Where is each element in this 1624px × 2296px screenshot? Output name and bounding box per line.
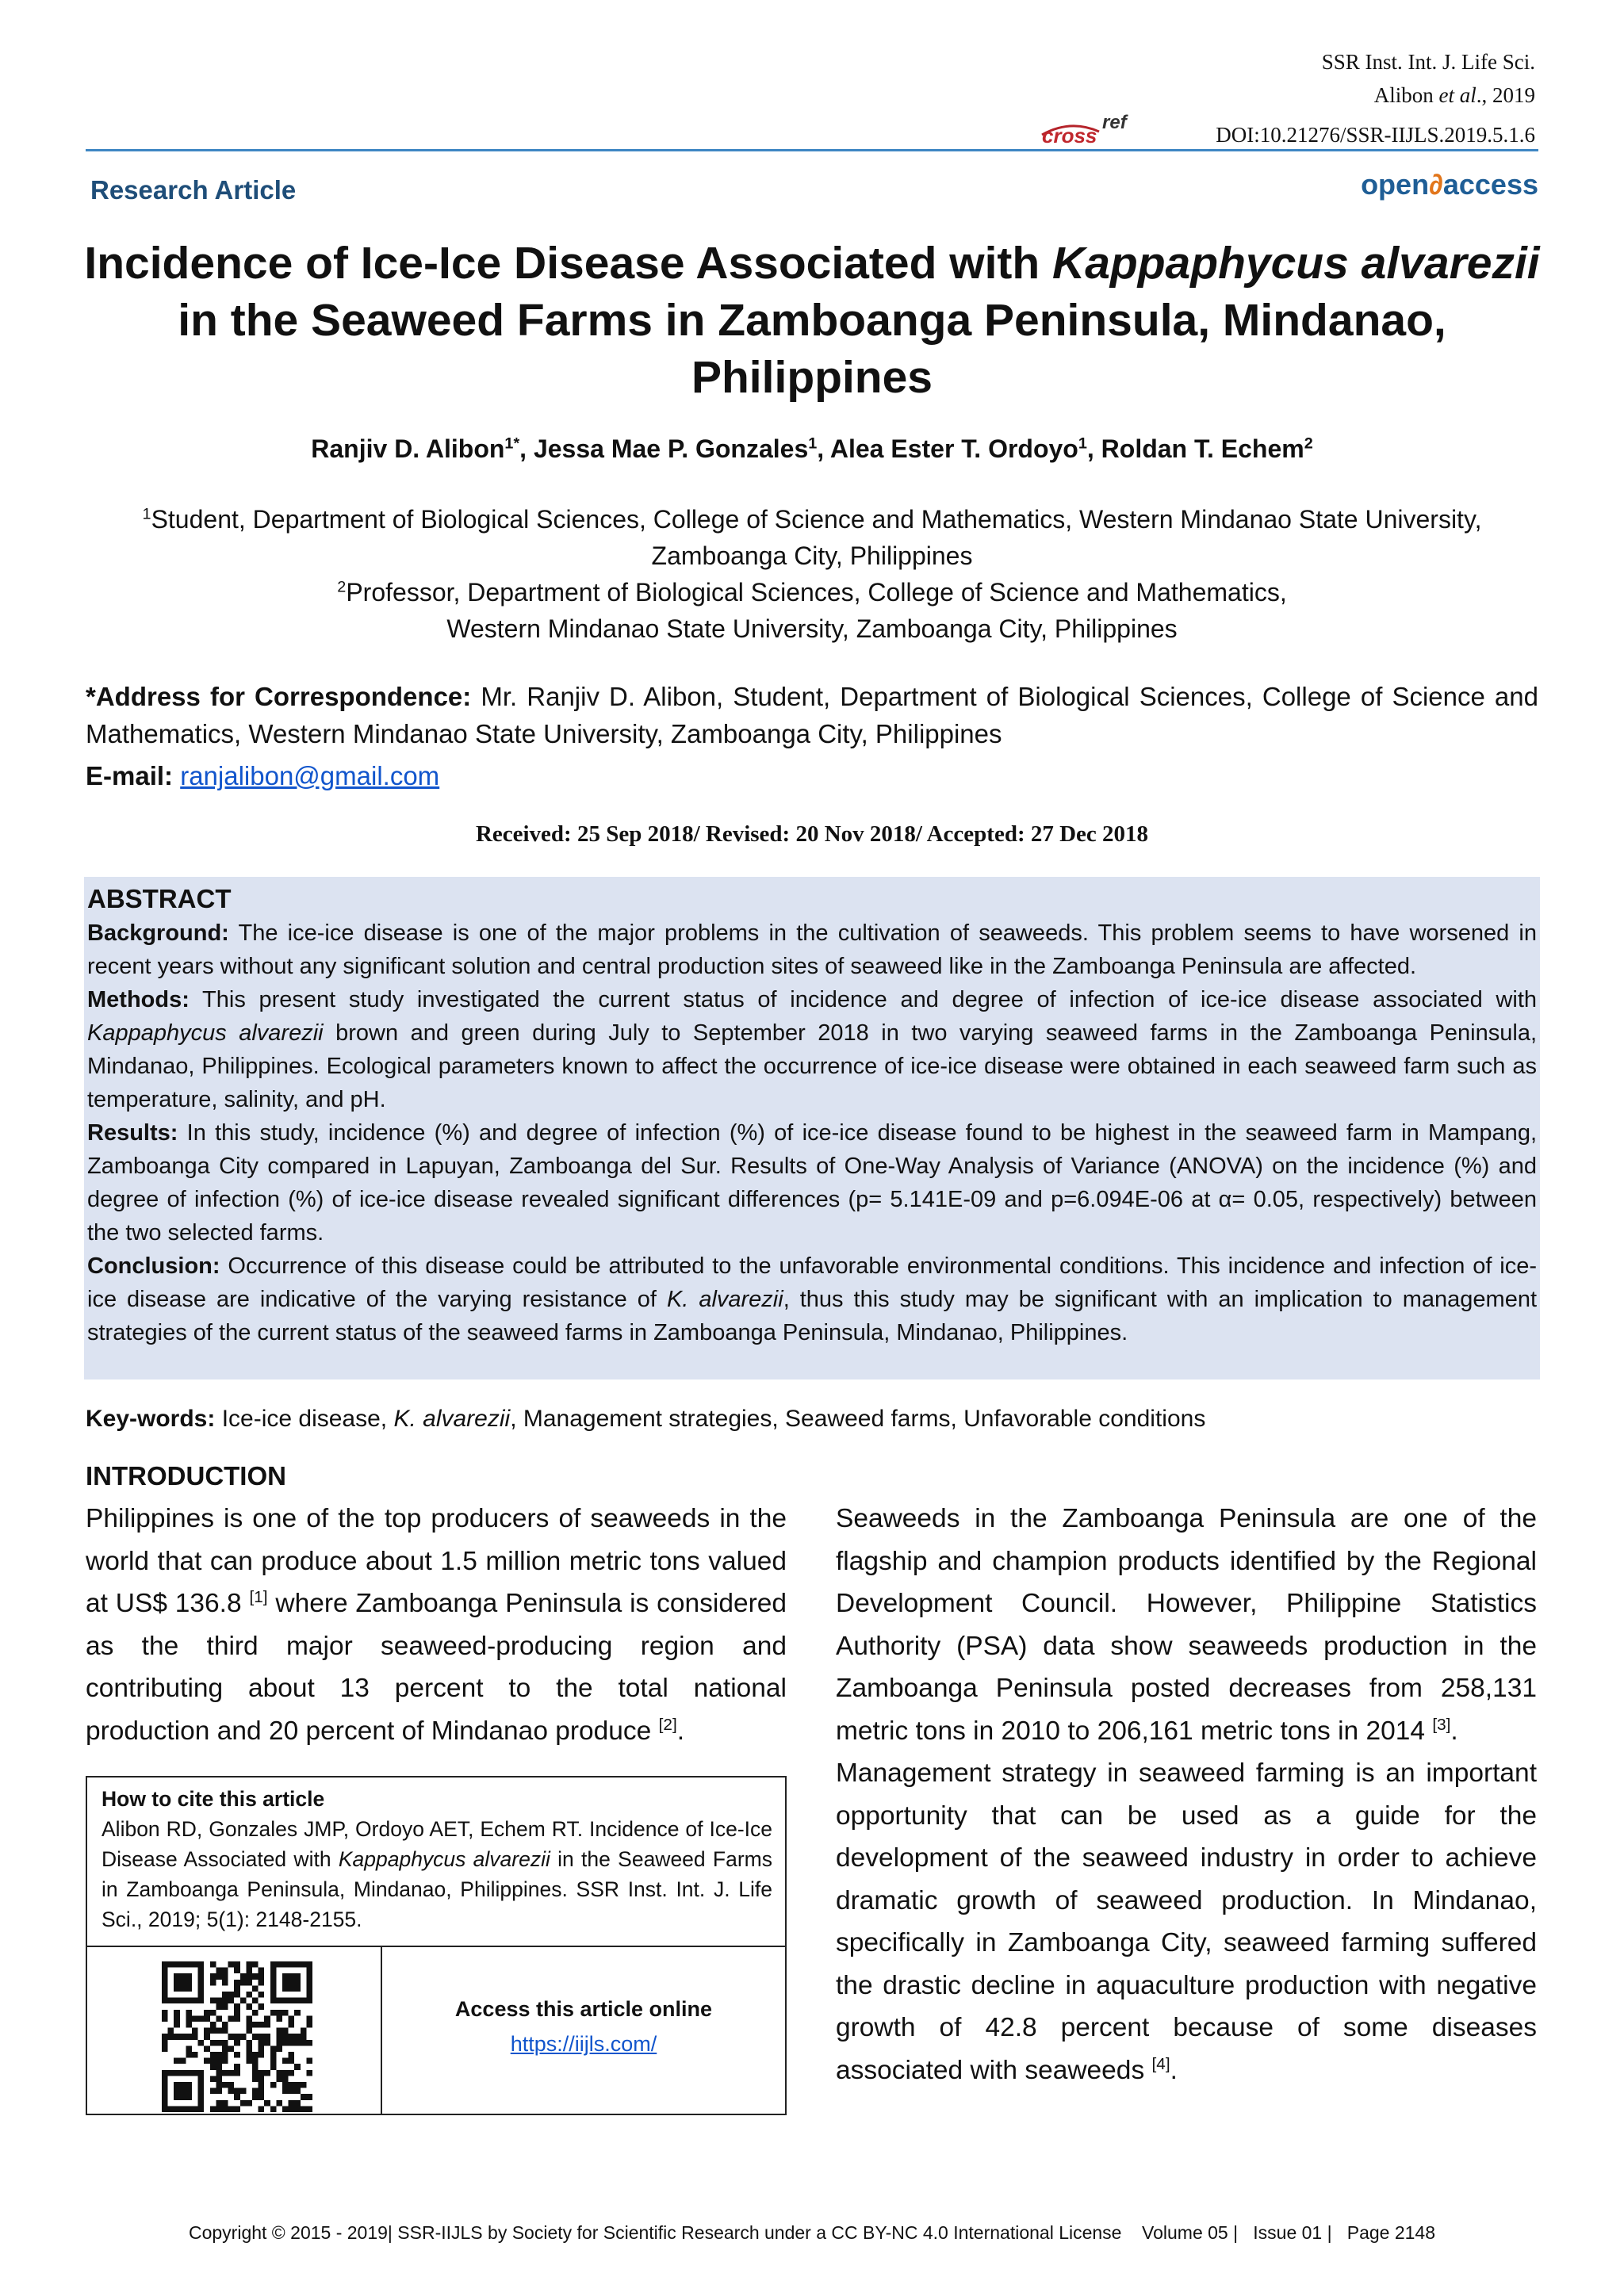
- correspondence-text: Mr. Ranjiv D. Alibon, Student, Department of Biological Sciences, College of Science and Mathematics, Western Mindanao State University, Zamboanga City, Philippines: [86, 682, 1538, 748]
- cite-text: [102, 1784, 772, 1934]
- open-access-open: open: [1361, 168, 1430, 201]
- abstract-background: Background: The ice-ice disease is one of the major problems in the cultivation of seaweeds. This problem seems to have worsened in recent years without any significant solution and central production sites of seaweed like in the Zamboanga Peninsula are affected.: [87, 920, 1537, 979]
- article-type: Research Article: [90, 175, 297, 205]
- page-footer: Copyright © 2015 - 2019| SSR-IIJLS by Society for Scientific Research under a CC BY-NC 4.0 International License Volume 05 | Issue 01 | Page 2148: [188, 2222, 1436, 2243]
- header-rule: [86, 149, 1538, 151]
- email-label: E-mail:: [86, 761, 174, 790]
- author-year-prefix: Alibon: [1373, 83, 1439, 107]
- keywords-label: Key-words:: [86, 1406, 216, 1432]
- intro-paragraph: Seaweeds in the Zamboanga Peninsula are one of the flagship and champion products identified by the Regional Development Council. However, Philippine Statistics Authority (PSA) data show seaweeds production in the Zamboanga Peninsula posted decreases from 258,131 metric tons in 2010 to 206,161 metric tons in 2014 [3].: [836, 1504, 1537, 1746]
- cite-body: Alibon RD, Gonzales JMP, Ordoyo AET, Echem RT. Incidence of Ice-Ice Disease Associated with Kappaphycus alvarezii in the Seaweed Farms in Zamboanga Peninsula, Mindanao, Philippines. SSR Inst. Int. J. Life Sci., 2019; 5(1): 2148-2155.: [102, 1817, 772, 1931]
- intro-paragraph: Philippines is one of the top producers of seaweeds in the world that can produce about 1.5 million metric tons valued at US$ 136.8 [1] where Zamboanga Peninsula is considered as the third major seaweed-producing region and contributing about 13 percent to the total national production and 20 percent of Mindanao produce [2].: [86, 1504, 787, 1746]
- access-label: Access this article online: [454, 1997, 713, 2021]
- author-year: [1374, 79, 1535, 111]
- affil-1-line2: Zamboanga City, Philippines: [651, 541, 973, 570]
- article-dates: Received: 25 Sep 2018/ Revised: 20 Nov 2018/ Accepted: 27 Dec 2018: [475, 821, 1149, 847]
- access-url-link[interactable]: https://iijls.com/: [510, 2032, 657, 2056]
- article-title: [79, 235, 1545, 406]
- correspondence-label: *Address for Correspondence:: [86, 682, 472, 711]
- open-access-logo: [1361, 168, 1538, 201]
- author: Ranjiv D. Alibon$^{1*}$,: [311, 434, 534, 463]
- crossref-logo: [1039, 111, 1158, 146]
- author-year-etal: et al: [1438, 83, 1477, 107]
- citation-ref[interactable]: [2]: [658, 1715, 677, 1734]
- affil-1-line1: Student, Department of Biological Sciences, College of Science and Mathematics, Western Mindanao State University,: [151, 505, 1482, 534]
- doi[interactable]: DOI:10.21276/SSR-IIJLS.2019.5.1.6: [1216, 123, 1535, 147]
- open-access-icon: ∂: [1429, 168, 1443, 201]
- author: Jessa Mae P. Gonzales$^1$,: [533, 434, 830, 463]
- intro-left-column: [86, 1498, 787, 1752]
- title-line1: Incidence of Ice-Ice Disease Associated with: [84, 238, 1053, 289]
- citation-ref[interactable]: [3]: [1432, 1715, 1451, 1734]
- keywords: Key-words: Ice-ice disease, K. alvarezii, Management strategies, Seaweed farms, Unfavorable conditions: [86, 1406, 1206, 1432]
- author-list: [79, 434, 1545, 464]
- title-line3: Philippines: [691, 352, 933, 403]
- abstract-results: Results: In this study, incidence (%) and degree of infection (%) of ice-ice disease found to be highest in the seaweed farm in Mampang, Zamboanga City compared in Lapuyan, Zamboanga del Sur. Results of One-Way Analysis of Variance (ANOVA) on the incidence (%) and degree of infection (%) of ice-ice disease revealed significant differences (p= 5.141E-09 and p=6.094E-06 at α= 0.05, respectively) between the two selected farms.: [87, 1120, 1537, 1246]
- open-access-access: access: [1442, 168, 1538, 201]
- crossref-cross: cross: [1042, 124, 1097, 146]
- correspondence: [86, 678, 1538, 752]
- citation-ref[interactable]: [1]: [249, 1587, 268, 1606]
- affiliations: [79, 501, 1545, 647]
- crossref-icon: [1039, 111, 1158, 146]
- cite-heading: How to cite this article: [102, 1787, 325, 1811]
- affil-2-line2: Western Mindanao State University, Zamboanga City, Philippines: [446, 614, 1178, 643]
- author: Alea Ester T. Ordoyo$^1$,: [829, 434, 1101, 463]
- abstract-conclusion: Conclusion: Occurrence of this disease could be attributed to the unfavorable environmental conditions. This incidence and infection of ice-ice disease are indicative of the varying resistance of K. alvarezii, thus this study may be significant with an implication to management strategies of the current status of the seaweed farms in Zamboanga Peninsula, Mindanao, Philippines.: [87, 1253, 1538, 1345]
- abstract-methods: Methods: This present study investigated the current status of incidence and degree of infection of ice-ice disease associated with Kappaphycus alvarezii brown and green during July to September 2018 in two varying seaweed farms in the Zamboanga Peninsula, Mindanao, Philippines. Ecological parameters known to affect the occurrence of ice-ice disease were obtained in each seaweed farm such as temperature, salinity, and pH.: [87, 987, 1538, 1112]
- journal-name: SSR Inst. Int. J. Life Sci.: [1321, 50, 1535, 74]
- crossref-ref: ref: [1102, 112, 1127, 133]
- author: Roldan T. Echem$^2$: [1101, 434, 1313, 463]
- affil-1-sup: 1: [142, 505, 151, 523]
- access-online: [382, 1992, 785, 2061]
- abstract-box: [84, 877, 1540, 1380]
- cite-divider: [87, 1946, 785, 1947]
- affil-2-sup: 2: [337, 578, 347, 596]
- introduction-heading: INTRODUCTION: [86, 1461, 286, 1490]
- how-to-cite-box: [86, 1776, 787, 2115]
- abstract-heading: ABSTRACT: [87, 884, 232, 913]
- affil-2-line1: Professor, Department of Biological Sciences, College of Science and Mathematics,: [346, 578, 1287, 607]
- title-species: Kappaphycus alvarezii: [1052, 238, 1540, 289]
- citation-ref[interactable]: [4]: [1151, 2054, 1170, 2073]
- email-line: [86, 761, 439, 791]
- intro-right-column: [836, 1498, 1537, 2091]
- author-year-suffix: ., 2019: [1476, 83, 1535, 107]
- title-line2: in the Seaweed Farms in Zamboanga Peninsula, Mindanao,: [178, 295, 1446, 346]
- intro-paragraph: Management strategy in seaweed farming is an important opportunity that can be used as a guide for the development of the seaweed industry in order to achieve dramatic growth of seaweed production. In Mindanao, specifically in Zamboanga City, seaweed farming suffered the drastic decline in aquaculture production with negative growth of 42.8 percent because of some diseases associated with seaweeds [4].: [836, 1758, 1537, 2085]
- email-link[interactable]: ranjalibon@gmail.com: [180, 761, 440, 790]
- qr-code-icon[interactable]: [162, 1961, 312, 2112]
